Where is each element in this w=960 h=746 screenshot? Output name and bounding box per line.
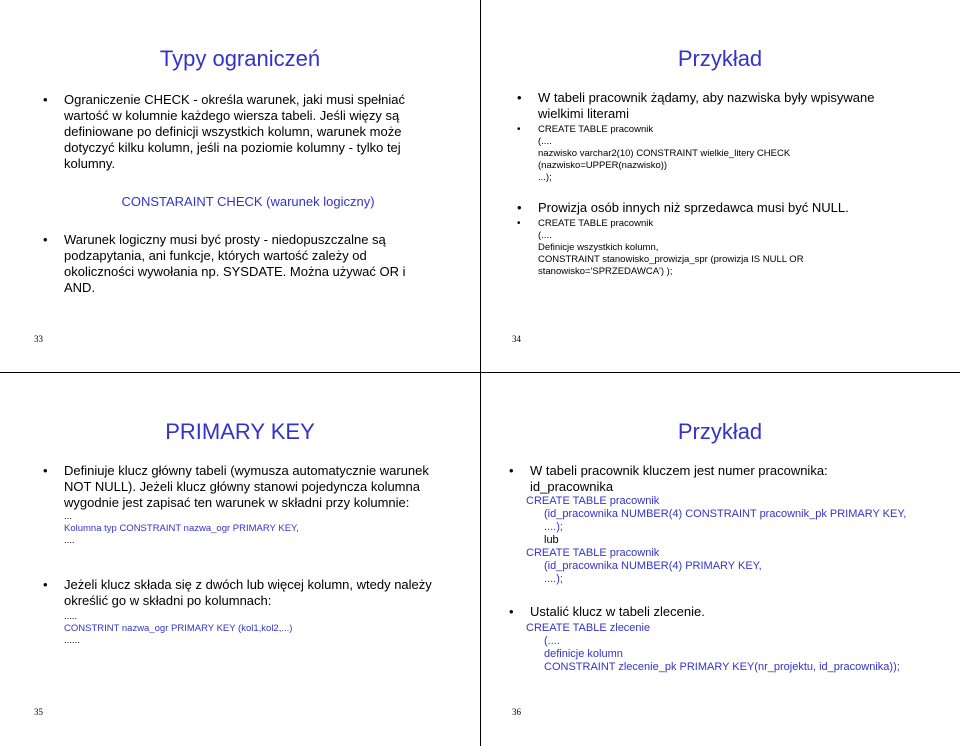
slide-33 bbox=[0, 0, 480, 373]
bullet-icon: • bbox=[43, 577, 48, 592]
bullet-logic-condition bbox=[38, 232, 458, 296]
bullet-commission bbox=[512, 200, 942, 216]
text-line: definiowane po definicji wszystkich kolumn, warunek może bbox=[64, 124, 402, 139]
text-line: wielkimi literami bbox=[538, 106, 630, 121]
bullet-pk-definition bbox=[38, 463, 468, 511]
code-line: CONSTRINT nazwa_ogr PRIMARY KEY (kol1,kol2,...) bbox=[64, 623, 293, 634]
page-number: 35 bbox=[34, 707, 43, 717]
text-line: W tabeli pracownik kluczem jest numer pracownika: bbox=[530, 463, 828, 478]
bullet-order-key bbox=[504, 604, 949, 620]
text-line: podzapytania, ani funkcje, których wartość zależy od bbox=[64, 248, 367, 263]
text-line: Ograniczenie CHECK - określa warunek, jaki musi spełniać bbox=[64, 92, 406, 107]
bullet-icon: • bbox=[517, 218, 521, 229]
text-line: Prowizja osób innych niż sprzedawca musi być NULL. bbox=[538, 200, 849, 215]
code-line: CREATE TABLE zlecenie bbox=[526, 622, 651, 634]
code-block-1 bbox=[38, 511, 468, 547]
code-line: .... bbox=[64, 535, 75, 546]
page-number: 36 bbox=[512, 707, 521, 717]
code-line: CREATE TABLE pracownik bbox=[538, 124, 654, 135]
code-line: lub bbox=[544, 534, 559, 546]
text-line: Ustalić klucz w tabeli zlecenie. bbox=[530, 604, 705, 619]
code-line: stanowisko='SPRZEDAWCA') ); bbox=[538, 266, 673, 277]
code-line: (nazwisko=UPPER(nazwisko)) bbox=[538, 160, 668, 171]
bullet-icon: • bbox=[517, 90, 522, 105]
code-line: CONSTRAINT stanowisko_prowizja_spr (prowizja IS NULL OR bbox=[538, 254, 804, 265]
code-line: Kolumna typ CONSTRAINT nazwa_ogr PRIMARY KEY, bbox=[64, 523, 299, 534]
text-line: id_pracownika bbox=[530, 479, 614, 494]
slide-content bbox=[38, 92, 458, 296]
code-line: ... bbox=[64, 511, 72, 522]
bullet-icon: • bbox=[43, 232, 48, 247]
text-line: wartość w kolumnie każdego wiersza tabeli. Jeśli więzy są bbox=[64, 108, 400, 123]
code-line: ..... bbox=[64, 611, 78, 622]
text-line: Definiuje klucz główny tabeli (wymusza automatycznie warunek bbox=[64, 463, 429, 478]
code-line: CONSTRAINT zlecenie_pk PRIMARY KEY(nr_projektu, id_pracownika)); bbox=[544, 661, 900, 673]
slide-content bbox=[512, 90, 942, 278]
code-line: CREATE TABLE pracownik bbox=[526, 547, 660, 559]
bullet-check-definition bbox=[38, 92, 458, 172]
code-line: (.... bbox=[544, 635, 560, 647]
code-line: ....); bbox=[544, 573, 563, 585]
text-line: wygodnie jest zapisać ten warunek w składni przy kolumnie: bbox=[64, 495, 410, 510]
slide-title: Przykład bbox=[677, 46, 763, 71]
code-line: ....); bbox=[544, 521, 563, 533]
slide-title: Przykład bbox=[677, 419, 763, 444]
bullet-icon: • bbox=[43, 92, 48, 107]
code-block-2 bbox=[512, 218, 942, 278]
code-line: ...); bbox=[538, 172, 552, 183]
text-line: AND. bbox=[64, 280, 96, 295]
slide-title: Typy ograniczeń bbox=[159, 46, 321, 71]
page-number: 34 bbox=[512, 334, 521, 344]
text-line: W tabeli pracownik żądamy, aby nazwiska były wpisywane bbox=[538, 90, 875, 105]
slide-title: PRIMARY KEY bbox=[165, 419, 315, 444]
code-block-1 bbox=[512, 124, 942, 184]
slide-content bbox=[38, 463, 468, 647]
code-line: Definicje wszystkich kolumn, bbox=[538, 242, 659, 253]
bullet-icon: • bbox=[43, 463, 48, 478]
code-line: nazwisko varchar2(10) CONSTRAINT wielkie_litery CHECK bbox=[538, 148, 791, 159]
code-line: definicje kolumn bbox=[544, 648, 623, 660]
bullet-icon: • bbox=[509, 463, 514, 478]
slide-35 bbox=[0, 373, 480, 746]
bullet-icon: • bbox=[517, 200, 522, 215]
slide-34 bbox=[480, 0, 960, 373]
bullet-icon: • bbox=[509, 604, 514, 619]
text-line: okoliczności wywołania np. SYSDATE. Można używać OR i bbox=[64, 264, 406, 279]
code-line: CREATE TABLE pracownik bbox=[526, 495, 660, 507]
code-line: (.... bbox=[538, 136, 552, 147]
slide-content bbox=[504, 463, 949, 674]
bullet-composite-key bbox=[38, 577, 468, 609]
code-block-2 bbox=[38, 611, 468, 647]
text-line: Warunek logiczny musi być prosty - niedopuszczalne są bbox=[64, 232, 386, 247]
code-line: (id_pracownika NUMBER(4) CONSTRAINT pracownik_pk PRIMARY KEY, bbox=[544, 508, 907, 520]
slide-36 bbox=[480, 373, 960, 746]
code-line: CREATE TABLE pracownik bbox=[538, 218, 654, 229]
code-block-2 bbox=[504, 622, 949, 674]
text-line: Jeżeli klucz składa się z dwóch lub więcej kolumn, wtedy należy bbox=[64, 577, 432, 592]
text-line: określić go w składni po kolumnach: bbox=[64, 593, 272, 608]
code-line: (.... bbox=[538, 230, 552, 241]
text-line: kolumny. bbox=[64, 156, 116, 171]
bullet-uppercase bbox=[512, 90, 942, 122]
text-line: NOT NULL). Jeżeli klucz główny stanowi pojedyncza kolumna bbox=[64, 479, 420, 494]
page-number: 33 bbox=[34, 334, 43, 344]
code-block-1 bbox=[504, 495, 949, 586]
bullet-icon: • bbox=[517, 124, 521, 135]
bullet-employee-key bbox=[504, 463, 949, 495]
text-line: dotyczyć kilku kolumn, jeśli na poziomie kolumny - tylko tej bbox=[64, 140, 401, 155]
syntax-center: CONSTARAINT CHECK (warunek logiczny) bbox=[121, 194, 375, 209]
code-line: ...... bbox=[64, 635, 80, 646]
code-line: (id_pracownika NUMBER(4) PRIMARY KEY, bbox=[544, 560, 762, 572]
